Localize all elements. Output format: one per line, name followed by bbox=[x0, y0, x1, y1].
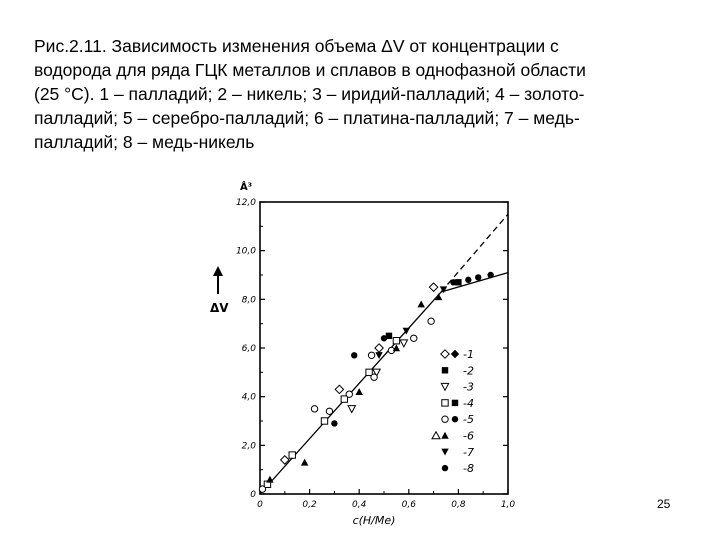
data-point-series-3 bbox=[348, 406, 355, 413]
y-tick-label: 0 bbox=[250, 490, 256, 500]
legend-marker-2 bbox=[442, 367, 448, 373]
data-point-series-4 bbox=[366, 369, 372, 375]
data-point-series-5 bbox=[311, 406, 317, 412]
data-point-series-5 bbox=[368, 352, 374, 358]
data-point-series-5 bbox=[371, 374, 377, 380]
y-tick-label: 10,0 bbox=[235, 246, 256, 257]
data-point-series-3 bbox=[400, 340, 407, 347]
legend-marker-5 bbox=[442, 416, 448, 422]
legend-marker-6-open bbox=[432, 432, 440, 439]
y-tick-label: 4,0 bbox=[241, 392, 256, 403]
data-point-series-5 bbox=[411, 335, 417, 341]
y-tick-label: 8,0 bbox=[241, 295, 256, 306]
legend-label: -8 bbox=[463, 462, 474, 476]
legend-label: -7 bbox=[463, 445, 474, 459]
x-tick-label: 1,0 bbox=[500, 500, 516, 510]
y-tick-label: 12,0 bbox=[235, 198, 256, 208]
legend-marker-7 bbox=[441, 449, 448, 456]
data-point-series-5 bbox=[346, 391, 352, 397]
legend-marker-6 bbox=[441, 432, 448, 439]
data-point-series-6 bbox=[418, 301, 425, 308]
data-point-series-1 bbox=[335, 385, 343, 393]
legend-label: -2 bbox=[463, 364, 474, 378]
data-point-series-1 bbox=[375, 344, 383, 352]
data-point-series-8 bbox=[450, 279, 456, 285]
data-point-series-8 bbox=[487, 272, 493, 278]
legend-marker-3 bbox=[441, 383, 448, 390]
y-tick-label: 2,0 bbox=[241, 441, 256, 452]
x-tick-label: 0,6 bbox=[401, 500, 416, 510]
y-axis-label: ΔV bbox=[210, 301, 229, 315]
legend-marker-4 bbox=[442, 400, 448, 406]
legend-label: -1 bbox=[463, 348, 474, 361]
legend-marker-1 bbox=[441, 350, 449, 358]
data-point-series-8 bbox=[351, 352, 357, 358]
data-point-series-5 bbox=[259, 486, 265, 492]
data-point-series-8 bbox=[475, 274, 481, 280]
legend-marker-1-filled bbox=[451, 350, 459, 358]
legend-marker-8 bbox=[442, 465, 448, 471]
data-point-series-8 bbox=[465, 277, 471, 283]
figure-caption: Рис.2.11. Зависимость изменения объема ΔV от концентрации c водорода для ряда ГЦК металлов и сплавов в однофазной области (25 °С). 1 – палладий; 2 – никель; 3 – иридий-палладий; 4 – золото- палладий; 5 – серебро-палладий; 6 – платина-палладий; 7 – медь- палладий; 8 – медь-никель bbox=[34, 36, 586, 152]
data-point-series-8 bbox=[331, 420, 337, 426]
data-point-series-5 bbox=[428, 318, 434, 324]
legend-label: -5 bbox=[463, 413, 474, 427]
data-point-series-6 bbox=[435, 293, 442, 300]
x-axis-label: c(H/Me) bbox=[352, 514, 396, 527]
volume-concentration-chart bbox=[200, 172, 540, 534]
data-point-series-8 bbox=[381, 335, 387, 341]
y-axis-unit: Å³ bbox=[240, 182, 253, 193]
page-number: 25 bbox=[657, 497, 671, 511]
legend-label: -4 bbox=[463, 396, 474, 410]
x-tick-label: 0,4 bbox=[352, 500, 367, 510]
data-point-series-6 bbox=[356, 388, 363, 395]
legend-marker-4-alt bbox=[452, 400, 458, 406]
legend-label: -6 bbox=[463, 429, 474, 443]
legend-marker-5-alt bbox=[452, 416, 458, 422]
x-tick-label: 0,2 bbox=[302, 500, 317, 510]
y-tick-label: 6,0 bbox=[241, 344, 256, 354]
y-axis-arrow-head bbox=[213, 266, 223, 276]
data-point-series-4 bbox=[341, 396, 347, 402]
data-point-series-4 bbox=[289, 452, 295, 458]
data-point-series-5 bbox=[326, 408, 332, 414]
legend-label: -3 bbox=[463, 380, 474, 394]
data-point-series-4 bbox=[321, 418, 327, 424]
x-tick-label: 0 bbox=[257, 500, 263, 510]
data-point-series-6 bbox=[301, 459, 308, 466]
data-point-series-1 bbox=[429, 283, 437, 291]
data-point-series-4 bbox=[393, 338, 399, 344]
x-tick-label: 0,8 bbox=[451, 500, 466, 510]
figure-plot bbox=[200, 172, 540, 534]
